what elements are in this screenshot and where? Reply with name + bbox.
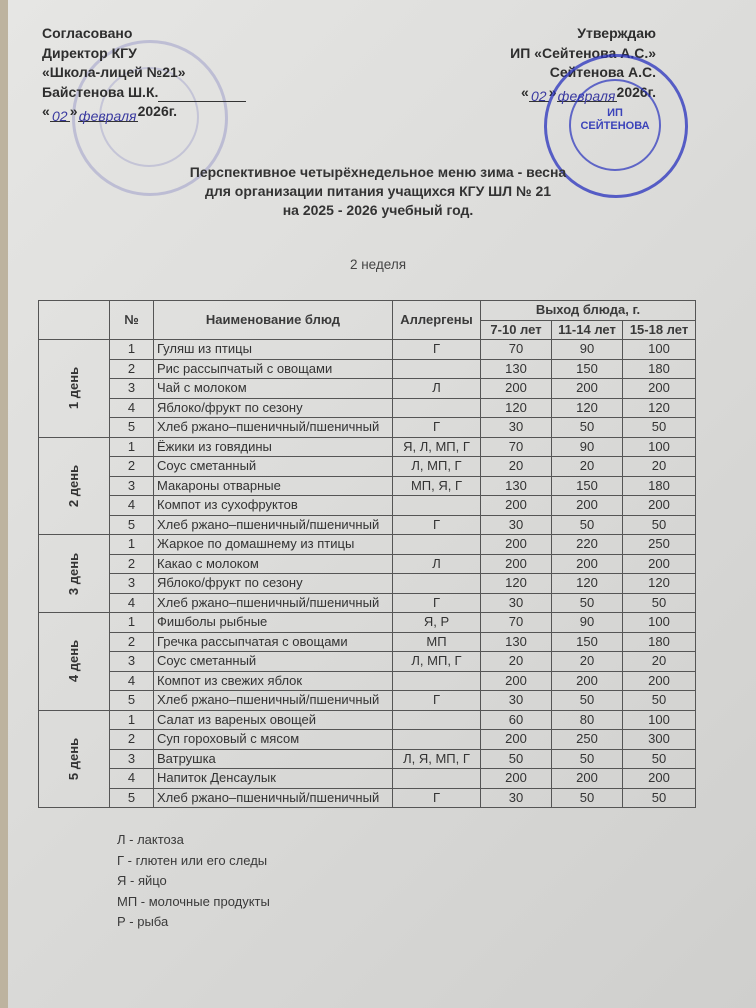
dish-allergens: Я, Р (393, 613, 481, 633)
dish-name: Соус сметанный (154, 457, 393, 477)
yield-11-14: 20 (552, 457, 623, 477)
dish-number: 2 (110, 730, 154, 750)
menu-table (38, 300, 696, 808)
yield-15-18: 250 (623, 535, 696, 555)
date-month: февраля (78, 107, 137, 124)
dish-number: 1 (110, 535, 154, 555)
yield-11-14: 80 (552, 710, 623, 730)
quote-close: » (548, 83, 557, 100)
day-cell (39, 613, 110, 711)
yield-7-10: 200 (481, 554, 552, 574)
dish-allergens: Г (393, 515, 481, 535)
yield-15-18: 200 (623, 496, 696, 516)
table-row (39, 691, 696, 711)
legend-item: Л - лактоза (117, 832, 184, 847)
dish-name: Ёжики из говядины (154, 437, 393, 457)
yield-7-10: 70 (481, 437, 552, 457)
table-row (39, 359, 696, 379)
dish-name: Напиток Денсаулык (154, 769, 393, 789)
yield-15-18: 100 (623, 340, 696, 360)
approval-right-line1: Утверждаю (577, 25, 656, 41)
yield-7-10: 130 (481, 476, 552, 496)
yield-7-10: 70 (481, 613, 552, 633)
yield-11-14: 20 (552, 652, 623, 672)
approval-left-line4: Байстенова Ш.К. (42, 83, 159, 100)
table-row (39, 340, 696, 360)
yield-7-10: 130 (481, 359, 552, 379)
dish-number: 5 (110, 418, 154, 438)
yield-15-18: 200 (623, 554, 696, 574)
quote-open: « (520, 83, 529, 100)
dish-name: Чай с молоком (154, 379, 393, 399)
dish-number: 1 (110, 437, 154, 457)
dish-number: 1 (110, 613, 154, 633)
yield-11-14: 50 (552, 418, 623, 438)
yield-7-10: 20 (481, 652, 552, 672)
dish-allergens: Г (393, 691, 481, 711)
dish-name: Какао с молоком (154, 554, 393, 574)
table-row (39, 652, 696, 672)
yield-7-10: 200 (481, 769, 552, 789)
dish-name: Яблоко/фрукт по сезону (154, 398, 393, 418)
yield-11-14: 200 (552, 554, 623, 574)
day-cell (39, 535, 110, 613)
yield-15-18: 20 (623, 457, 696, 477)
yield-15-18: 200 (623, 379, 696, 399)
table-row (39, 613, 696, 633)
table-row (39, 574, 696, 594)
table-row (39, 593, 696, 613)
dish-number: 3 (110, 749, 154, 769)
approval-left-line1: Согласовано (42, 25, 133, 41)
yield-15-18: 300 (623, 730, 696, 750)
approval-left-signer (42, 83, 246, 103)
dish-allergens (393, 535, 481, 555)
table-row (39, 496, 696, 516)
yield-15-18: 100 (623, 437, 696, 457)
approval-left-line2: Директор КГУ (42, 44, 137, 61)
dish-allergens (393, 496, 481, 516)
dish-allergens: Л, Я, МП, Г (393, 749, 481, 769)
dish-name: Хлеб ржано–пшеничный/пшеничный (154, 418, 393, 438)
paper-edge (0, 0, 8, 1008)
yield-15-18: 20 (623, 652, 696, 672)
legend-item: Я - яйцо (117, 873, 167, 888)
header-age-11-14: 11-14 лет (552, 320, 623, 340)
dish-number: 4 (110, 593, 154, 613)
yield-11-14: 50 (552, 788, 623, 808)
dish-number: 2 (110, 359, 154, 379)
table-row (39, 749, 696, 769)
yield-15-18: 100 (623, 710, 696, 730)
dish-allergens: Г (393, 418, 481, 438)
dish-number: 5 (110, 691, 154, 711)
approval-left-line3: «Школа-лицей №21» (42, 64, 186, 80)
yield-15-18: 180 (623, 632, 696, 652)
yield-7-10: 20 (481, 457, 552, 477)
date-year: 2026г. (137, 103, 178, 119)
yield-15-18: 120 (623, 574, 696, 594)
dish-number: 4 (110, 671, 154, 691)
title-line3: на 2025 - 2026 учебный год. (282, 202, 474, 218)
dish-name: Салат из вареных овощей (154, 710, 393, 730)
header-allergens: Аллергены (393, 301, 481, 340)
table-row (39, 418, 696, 438)
table-row (39, 476, 696, 496)
approval-left-block (42, 24, 246, 122)
dish-name: Хлеб ржано–пшеничный/пшеничный (154, 788, 393, 808)
dish-number: 3 (110, 652, 154, 672)
yield-15-18: 50 (623, 593, 696, 613)
yield-7-10: 120 (481, 398, 552, 418)
header-name: Наименование блюд (154, 301, 393, 340)
table-row (39, 710, 696, 730)
dish-number: 4 (110, 496, 154, 516)
signature-line (158, 87, 246, 102)
yield-7-10: 200 (481, 535, 552, 555)
yield-11-14: 250 (552, 730, 623, 750)
yield-11-14: 150 (552, 476, 623, 496)
dish-name: Хлеб ржано–пшеничный/пшеничный (154, 691, 393, 711)
dish-allergens (393, 574, 481, 594)
dish-number: 2 (110, 632, 154, 652)
day-cell (39, 340, 110, 438)
allergen-legend (117, 830, 270, 933)
yield-15-18: 50 (623, 749, 696, 769)
yield-15-18: 50 (623, 515, 696, 535)
dish-number: 5 (110, 515, 154, 535)
dish-allergens: Л, МП, Г (393, 652, 481, 672)
dish-allergens: Я, Л, МП, Г (393, 437, 481, 457)
dish-allergens: МП, Я, Г (393, 476, 481, 496)
dish-allergens: Л (393, 379, 481, 399)
yield-11-14: 50 (552, 691, 623, 711)
approval-right-line2: ИП «Сейтенова А.С.» (510, 44, 656, 61)
dish-name: Яблоко/фрукт по сезону (154, 574, 393, 594)
table-row (39, 769, 696, 789)
dish-allergens (393, 710, 481, 730)
stamp-line1: ИП (607, 107, 623, 119)
yield-7-10: 30 (481, 788, 552, 808)
dish-allergens: Г (393, 340, 481, 360)
yield-7-10: 200 (481, 379, 552, 399)
table-row (39, 398, 696, 418)
approval-left-date (42, 102, 246, 122)
day-cell (39, 710, 110, 808)
yield-7-10: 120 (481, 574, 552, 594)
yield-11-14: 120 (552, 574, 623, 594)
dish-allergens: Г (393, 788, 481, 808)
day-header (39, 301, 110, 340)
quote-open: « (42, 103, 50, 119)
dish-number: 1 (110, 710, 154, 730)
dish-name: Жаркое по домашнему из птицы (154, 535, 393, 555)
table-row (39, 457, 696, 477)
yield-11-14: 120 (552, 398, 623, 418)
table-row (39, 554, 696, 574)
yield-7-10: 60 (481, 710, 552, 730)
dish-allergens (393, 398, 481, 418)
date-month: февраля (557, 88, 616, 104)
day-cell (39, 437, 110, 535)
dish-name: Компот из сухофруктов (154, 496, 393, 516)
dish-name: Макароны отварные (154, 476, 393, 496)
day-label: 3 день (65, 552, 81, 595)
dish-allergens: Л, МП, Г (393, 457, 481, 477)
yield-15-18: 50 (623, 788, 696, 808)
table-row (39, 671, 696, 691)
header-num: № (110, 301, 154, 340)
legend-item: Г - глютен или его следы (117, 852, 268, 868)
yield-11-14: 50 (552, 515, 623, 535)
dish-number: 2 (110, 554, 154, 574)
dish-number: 3 (110, 379, 154, 399)
yield-11-14: 200 (552, 379, 623, 399)
yield-7-10: 200 (481, 496, 552, 516)
dish-name: Фишболы рыбные (154, 613, 393, 633)
table-row (39, 515, 696, 535)
yield-11-14: 150 (552, 359, 623, 379)
yield-11-14: 90 (552, 437, 623, 457)
yield-11-14: 200 (552, 671, 623, 691)
dish-allergens: Л (393, 554, 481, 574)
yield-15-18: 200 (623, 769, 696, 789)
table-row (39, 535, 696, 555)
dish-allergens: МП (393, 632, 481, 652)
yield-15-18: 100 (623, 613, 696, 633)
quote-close: » (69, 103, 78, 119)
dish-allergens (393, 359, 481, 379)
table-row (39, 632, 696, 652)
yield-11-14: 200 (552, 496, 623, 516)
header-yield: Выход блюда, г. (481, 301, 696, 321)
dish-name: Рис рассыпчатый с овощами (154, 359, 393, 379)
yield-7-10: 200 (481, 671, 552, 691)
dish-name: Хлеб ржано–пшеничный/пшеничный (154, 593, 393, 613)
dish-allergens (393, 671, 481, 691)
yield-11-14: 90 (552, 613, 623, 633)
yield-11-14: 90 (552, 340, 623, 360)
header-age-7-10: 7-10 лет (481, 320, 552, 340)
dish-number: 1 (110, 340, 154, 360)
yield-15-18: 50 (623, 691, 696, 711)
date-day: 02 (50, 107, 70, 122)
yield-11-14: 150 (552, 632, 623, 652)
yield-15-18: 120 (623, 398, 696, 418)
date-day: 02 (529, 87, 549, 102)
dish-name: Гречка рассыпчатая с овощами (154, 632, 393, 652)
dish-name: Хлеб ржано–пшеничный/пшеничный (154, 515, 393, 535)
dish-name: Суп гороховый с мясом (154, 730, 393, 750)
dish-allergens: Г (393, 593, 481, 613)
title-line1: Перспективное четырёхнедельное меню зима - весна (189, 164, 567, 180)
yield-7-10: 30 (481, 593, 552, 613)
yield-11-14: 50 (552, 593, 623, 613)
yield-7-10: 70 (481, 340, 552, 360)
week-label: 2 неделя (349, 257, 407, 272)
approval-right-line3: Сейтенова А.С. (549, 64, 656, 80)
yield-7-10: 130 (481, 632, 552, 652)
dish-number: 2 (110, 457, 154, 477)
legend-item: МП - молочные продукты (117, 893, 270, 909)
day-label: 2 день (65, 464, 81, 507)
legend-item: Р - рыба (117, 914, 169, 929)
dish-number: 4 (110, 398, 154, 418)
day-label: 4 день (65, 640, 81, 683)
dish-number: 3 (110, 574, 154, 594)
day-label: 1 день (65, 367, 81, 410)
dish-allergens (393, 730, 481, 750)
yield-15-18: 180 (623, 359, 696, 379)
table-row (39, 379, 696, 399)
dish-allergens (393, 769, 481, 789)
document-title (0, 163, 756, 220)
yield-7-10: 50 (481, 749, 552, 769)
header-age-15-18: 15-18 лет (623, 320, 696, 340)
yield-7-10: 30 (481, 418, 552, 438)
dish-number: 5 (110, 788, 154, 808)
yield-11-14: 50 (552, 749, 623, 769)
yield-7-10: 200 (481, 730, 552, 750)
dish-number: 3 (110, 476, 154, 496)
yield-15-18: 50 (623, 418, 696, 438)
date-year: 2026г. (616, 83, 656, 100)
dish-name: Ватрушка (154, 749, 393, 769)
yield-11-14: 220 (552, 535, 623, 555)
yield-7-10: 30 (481, 515, 552, 535)
table-row (39, 437, 696, 457)
dish-name: Компот из свежих яблок (154, 671, 393, 691)
yield-15-18: 200 (623, 671, 696, 691)
day-label: 5 день (65, 737, 81, 780)
dish-name: Гуляш из птицы (154, 340, 393, 360)
title-line2: для организации питания учащихся КГУ ШЛ № 21 (204, 183, 552, 199)
dish-name: Соус сметанный (154, 652, 393, 672)
stamp-line2: СЕЙТЕНОВА (580, 120, 650, 132)
yield-11-14: 200 (552, 769, 623, 789)
table-row (39, 730, 696, 750)
yield-15-18: 180 (623, 476, 696, 496)
dish-number: 4 (110, 769, 154, 789)
table-row (39, 788, 696, 808)
yield-7-10: 30 (481, 691, 552, 711)
